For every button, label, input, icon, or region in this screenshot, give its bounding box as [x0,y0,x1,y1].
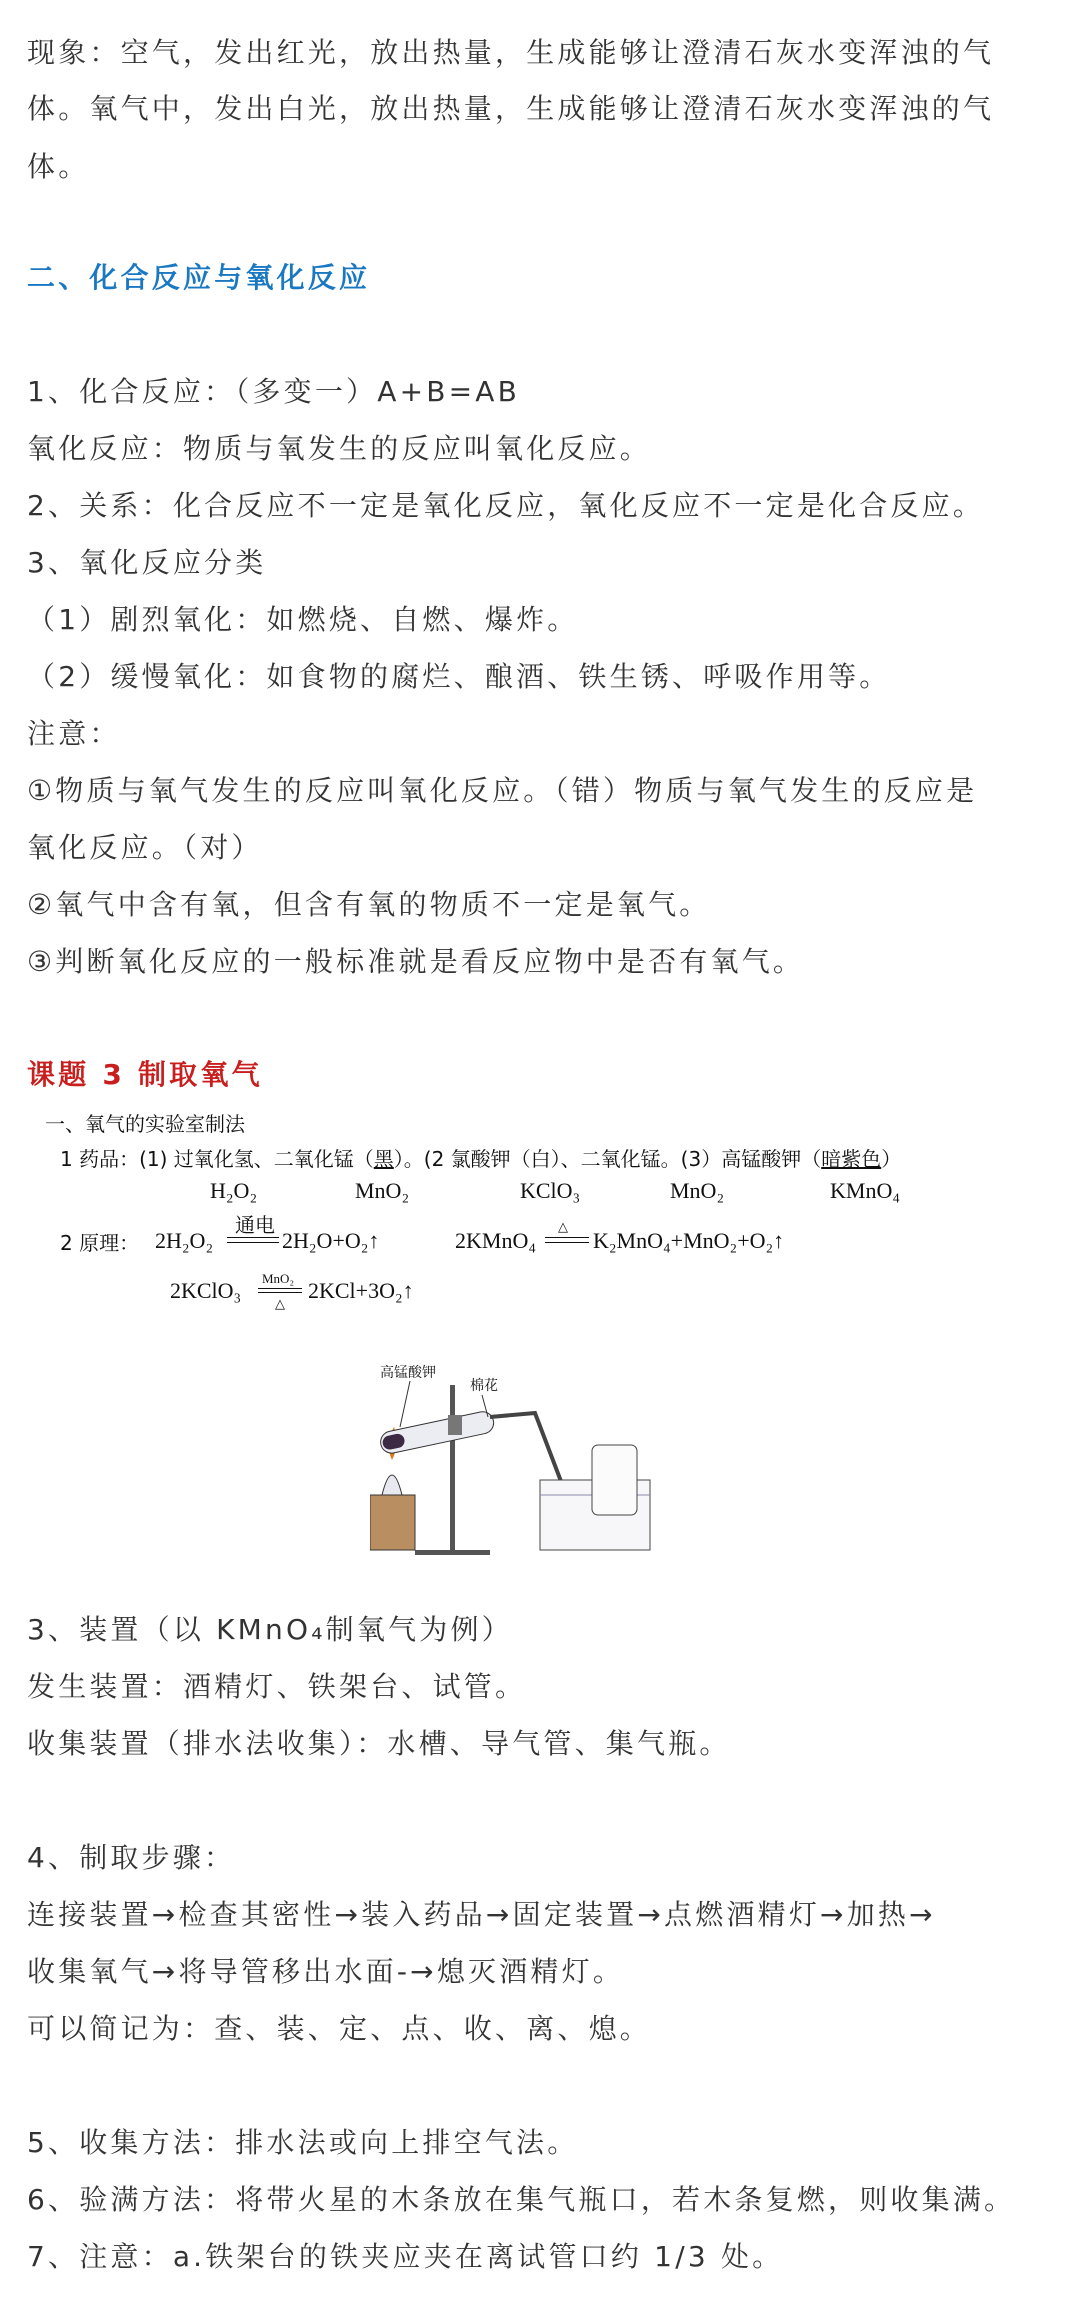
formula-h2o2: H₂O₂ [210,1178,258,1203]
text-line: 可以简记为：查、装、定、点、收、离、熄。 [27,2012,652,2045]
text-line: 3、氧化反应分类 [27,546,267,579]
text-line: 收集装置（排水法收集）：水槽、导气管、集气瓶。 [27,1727,731,1760]
drugs-black: 黑 [373,1147,394,1171]
text-line: 收集氧气→将导管移出水面-→熄灭酒精灯。 [27,1955,625,1988]
apparatus-diagram [370,1335,700,1565]
text-line: 2、关系：化合反应不一定是氧化反应，氧化反应不一定是化合反应。 [27,489,985,522]
text-line: （1）剧烈氧化：如燃烧、自燃、爆炸。 [27,603,579,636]
formula-mno2: MnO₂ [355,1178,410,1203]
text-line: 3、装置（以 KMnO₄制氧气为例） [27,1613,513,1646]
lesson-heading: 课题 3 制取氧气 [27,1058,263,1091]
text-line: 1、化合反应：（多变一）A+B=AB [27,375,521,408]
equation-3-heat: △ [275,1296,285,1311]
equation-1-condition: 通电 [235,1213,275,1237]
drugs-text-mid: ）。(2 氯酸钾（白）、二氧化锰。(3）高锰酸钾（ [393,1147,822,1171]
text-line: 体。 [27,150,90,183]
image-title: 一、氧气的实验室制法 [45,1112,245,1136]
equation-2-right: K₂MnO₄+MnO₂+O₂↑ [593,1228,785,1253]
equals-sign [227,1237,279,1243]
section-heading: 二、化合反应与氧化反应 [27,261,371,294]
text-line: 体。氧气中，发出白光，放出热量，生成能够让澄清石灰水变浑浊的气 [27,92,995,125]
text-line: 注意： [27,717,121,750]
text-line: （2）缓慢氧化：如食物的腐烂、酿酒、铁生锈、呼吸作用等。 [27,660,891,693]
equation-1-left: 2H₂O₂ [155,1228,214,1253]
equation-3-left: 2KClO₃ [170,1278,242,1303]
equation-3-right: 2KCl+3O₂↑ [308,1278,414,1303]
equals-sign [545,1237,589,1243]
formula-kmno4: KMnO₄ [830,1178,901,1203]
equation-3-catalyst: MnO₂ [262,1271,294,1286]
label-cotton: 棉花 [470,1378,498,1394]
equation-2-condition: △ [558,1219,568,1234]
text-line: 4、制取步骤： [27,1841,236,1874]
text-line: 发生装置：酒精灯、铁架台、试管。 [27,1670,527,1703]
drugs-purple: 暗紫色 [821,1147,882,1171]
text-line: ③判断氧化反应的一般标准就是看反应物中是否有氧气。 [27,945,805,978]
text-line: ②氧气中含有氧，但含有氧的物质不一定是氧气。 [27,888,711,921]
text-line: 氧化反应。（对） [27,831,263,864]
equation-2-left: 2KMnO₄ [455,1228,537,1253]
label-kmno4: 高锰酸钾 [380,1365,436,1381]
text-line: 连接装置→检查其密性→装入药品→固定装置→点燃酒精灯→加热→ [27,1898,936,1931]
equation-1-right: 2H₂O+O₂↑ [282,1228,380,1253]
formula-mno2: MnO₂ [670,1178,725,1203]
formula-kclo3: KClO₃ [520,1178,581,1203]
drugs-text: 1 药品：(1) 过氧化氢、二氧化锰（ [60,1147,374,1171]
principle-label: 2 原理： [60,1231,140,1255]
text-line: 现象：空气，发出红光，放出热量，生成能够让澄清石灰水变浑浊的气 [27,36,995,69]
text-line: 6、验满方法：将带火星的木条放在集气瓶口，若木条复燃，则收集满。 [27,2183,1016,2216]
drugs-line [60,1145,901,1173]
text-line: 5、收集方法：排水法或向上排空气法。 [27,2126,579,2159]
text-line: 氧化反应：物质与氧发生的反应叫氧化反应。 [27,432,652,465]
text-line: 7、注意：a.铁架台的铁夹应夹在离试管口约 1/3 处。 [27,2240,784,2273]
textbook-image [30,1105,1050,1575]
drugs-text-end: ） [881,1147,902,1171]
text-line: ①物质与氧气发生的反应叫氧化反应。（错）物质与氧气发生的反应是 [27,774,978,807]
